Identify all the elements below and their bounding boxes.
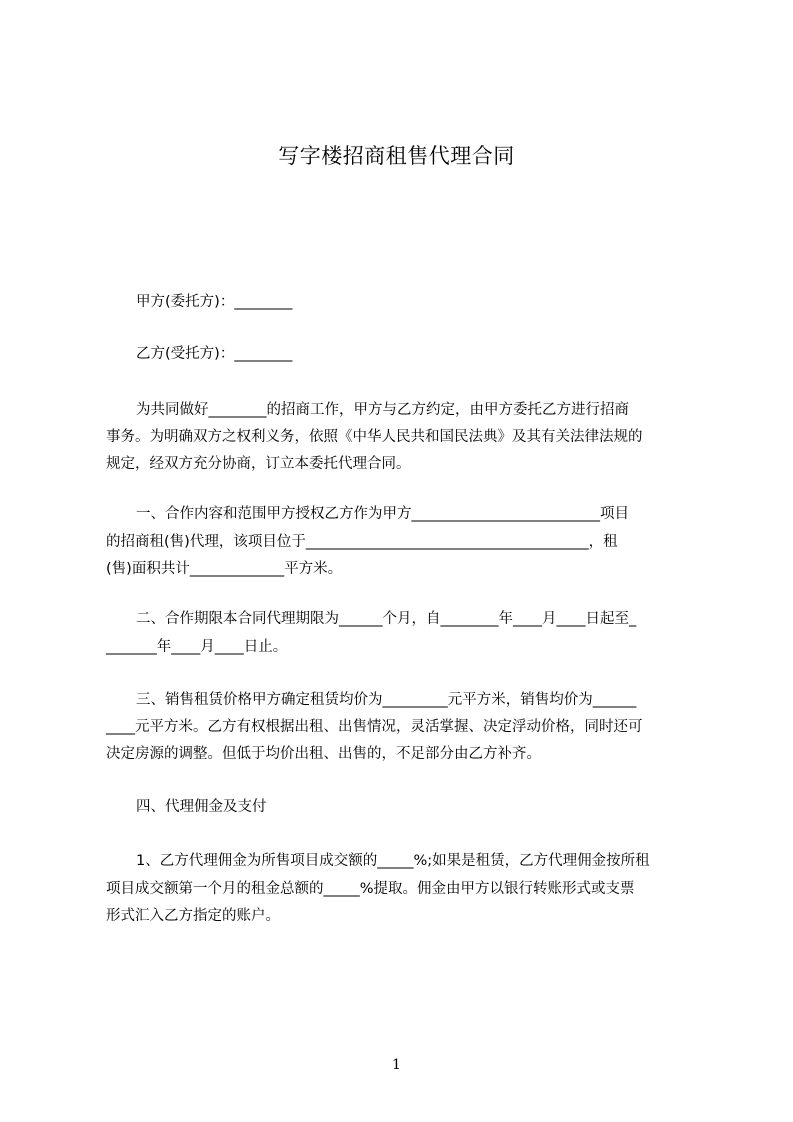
party-b-line: 乙方(受托方)：________ <box>136 346 293 362</box>
section-4-item-1-line-3: 形式汇入乙方指定的账户。 <box>106 908 280 924</box>
page-number: 1 <box>392 1057 401 1073</box>
section-4-item-1-line-1: 1、乙方代理佣金为所售项目成交额的_____%;如果是租赁，乙方代理佣金按所租 <box>136 853 650 869</box>
preamble-line-2: 事务。为明确双方之权利义务，依照《中华人民共和国民法典》及其有关法律法规的 <box>106 429 643 445</box>
section-2-line-2: _______年____月____日止。 <box>106 639 288 655</box>
section-1-line-1: 一、合作内容和范围甲方授权乙方作为甲方__________________________项目 <box>136 506 629 522</box>
document-title: 写字楼招商租售代理合同 <box>278 144 515 168</box>
section-3-line-2: ____元平方米。乙方有权根据出租、出售情况，灵活掌握、决定浮动价格，同时还可 <box>106 719 643 735</box>
section-1-line-3: (售)面积共计_____________平方米。 <box>106 561 343 577</box>
preamble-line-3: 规定，经双方充分协商，订立本委托代理合同。 <box>106 456 411 472</box>
section-3-line-3: 决定房源的调整。但低于均价出租、出售的，不足部分由乙方补齐。 <box>106 746 541 762</box>
section-3-line-1: 三、销售租赁价格甲方确定租赁均价为_________元平方米，销售均价为______ <box>136 692 637 708</box>
section-2-line-1: 二、合作期限本合同代理期限为______个月，自________年____月____日起至_ <box>136 611 637 627</box>
section-1-line-2: 的招商租(售)代理，该项目位于_______________________________________，租 <box>106 534 618 550</box>
section-4-item-1-line-2: 项目成交额第一个月的租金总额的_____%提取。佣金由甲方以银行转账形式或支票 <box>106 881 635 897</box>
section-4-heading: 四、代理佣金及支付 <box>136 799 267 815</box>
party-a-line: 甲方(委托方)：________ <box>136 294 293 310</box>
preamble-line-1: 为共同做好________的招商工作，甲方与乙方约定，由甲方委托乙方进行招商 <box>136 402 629 418</box>
